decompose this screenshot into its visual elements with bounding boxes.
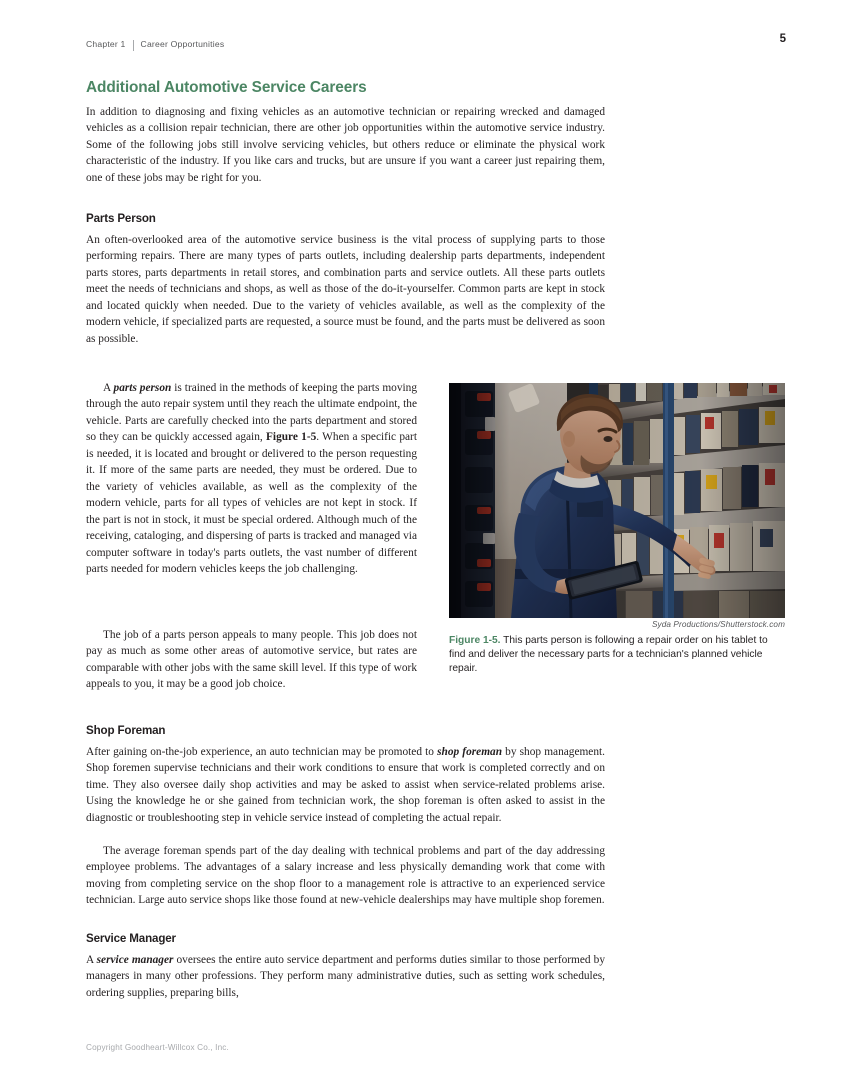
sm1-text-b: oversees the entire auto service department and performs duties similar to those performed by managers in many other professions. They perform many administrative duties, such as setting work schedules, ordering supplies, preparing bills, bbox=[86, 954, 605, 999]
service-manager-paragraph-1 bbox=[86, 952, 605, 1001]
parts-person-paragraph-3: The job of a parts person appeals to many people. This job does not pay as much as some other areas of automotive service, but rates are comparable with other jobs with the same skill level. If this type of work appeals to you, it may be a good job choice. bbox=[86, 629, 417, 691]
intro-paragraph: In addition to diagnosing and fixing vehicles as an automotive technician or repairing wrecked and damaged vehicles as a collision repair technician, there are other job opportunities within the automotive service industry. Some of the following jobs still involve servicing vehicles, but others reduce or eliminate the physical work characteristic of the industry. If you like cars and trucks, but are unsure if you want a career just repairing them, one of these jobs may be right for you. bbox=[86, 106, 605, 184]
shop-foreman-paragraph-1 bbox=[86, 744, 605, 826]
sm1-text-a: A bbox=[86, 954, 97, 966]
section-heading-parts-person bbox=[86, 212, 156, 225]
figure-caption-label: Figure 1-5. bbox=[449, 635, 501, 646]
term-shop-foreman: shop foreman bbox=[437, 746, 503, 758]
pp2-text-c: . When a specific part is needed, it is located and brought or delivered to the person requesting it. If more of the same parts are needed, they must be ordered. Due to the variety of vehicles available, as well as the complexity of the modern vehicle, parts for all types of vehicles are not kept in stock. If the part is not in stock, it must be special ordered. Although much of the receiving, cataloging, and dispersing of parts is tracked and managed via computer software in today's parts outlets, the vast number of different parts needed for modern vehicles keeps the job challenging. bbox=[86, 431, 417, 575]
term-service-manager: service manager bbox=[96, 954, 174, 966]
pp2-text-b: is trained in the methods of keeping the parts moving through the auto repair system until they reach the ultimate endpoint, the vehicle. Parts are carefully checked into the parts department and stored so they can be quickly accessed again, bbox=[86, 382, 417, 444]
parts-person-paragraph-2-block bbox=[86, 380, 417, 577]
sf1-text-b: by shop management. Shop foremen supervise technicians and their work conditions to ensure that work is completed correctly and on time. They also oversee daily shop activities and may be asked to assist when service-related problems arise. Using the knowledge he or she gained from technician work, the shop foreman is often asked to assist in the diagnostic or troubleshooting step in vehicle service instead of completing the actual repair. bbox=[86, 746, 605, 824]
running-head-divider bbox=[133, 40, 134, 51]
shop-foreman-paragraph-2-block bbox=[86, 843, 605, 909]
page-title: Additional Automotive Service Careers bbox=[86, 79, 367, 96]
figure-1-5 bbox=[449, 383, 785, 677]
running-head bbox=[86, 36, 786, 52]
running-head-chapter: Chapter 1 bbox=[86, 39, 126, 49]
figure-reference: Figure 1-5 bbox=[265, 431, 317, 444]
figure-caption bbox=[449, 634, 779, 677]
service-manager-heading: Service Manager bbox=[86, 932, 176, 945]
running-head-title: Career Opportunities bbox=[140, 39, 225, 49]
figure-caption-text: This parts person is following a repair order on his tablet to find and deliver the necessary parts for a technician's planned vehicle repair. bbox=[449, 635, 768, 675]
parts-person-paragraph-2 bbox=[86, 380, 417, 577]
service-manager-paragraph-1-block bbox=[86, 952, 605, 1001]
term-parts-person: parts person bbox=[113, 382, 172, 394]
pp2-text-a: A bbox=[103, 382, 114, 394]
shop-foreman-paragraph-1-block bbox=[86, 744, 605, 826]
shop-foreman-heading: Shop Foreman bbox=[86, 724, 166, 737]
shop-foreman-paragraph-2: The average foreman spends part of the day dealing with technical problems and part of the day addressing employee problems. The advantages of a salary increase and less physically demanding work that come with moving from completing service on the shop floor to a management role is attractive to an experienced service technician. Large auto service shops like those found at new-vehicle dealerships may have multiple shop foremen. bbox=[86, 845, 605, 907]
parts-person-paragraph-1: An often-overlooked area of the automotive service business is the vital process of supplying parts to those performing repairs. There are many types of parts outlets, including dealership parts departments, independent parts stores, parts departments in retail stores, and combination parts and service outlets. All these parts outlets meet the needs of technicians and shops, as well as those of the do-it-yourselfer. Common parts are kept in stock and located quickly when needed. Due to the variety of vehicles available, as well as the complexity of the modern vehicle, if specialized parts are requested, a source must be found, and the parts must be delivered as soon as possible. bbox=[86, 234, 605, 345]
figure-photo bbox=[449, 383, 785, 618]
sf1-text-a: After gaining on-the-job experience, an auto technician may be promoted to bbox=[86, 746, 438, 758]
page-number: 5 bbox=[779, 33, 786, 45]
section-heading-service-manager bbox=[86, 932, 176, 945]
copyright-footer: Copyright Goodheart-Willcox Co., Inc. bbox=[86, 1043, 229, 1052]
section-heading-shop-foreman bbox=[86, 724, 165, 737]
parts-person-paragraph-3-block bbox=[86, 627, 417, 693]
intro-paragraph-block bbox=[86, 104, 605, 186]
photo-credit: Syda Productions/Shutterstock.com bbox=[652, 620, 785, 629]
parts-person-paragraph-1-block bbox=[86, 232, 605, 347]
parts-person-heading: Parts Person bbox=[86, 212, 156, 225]
